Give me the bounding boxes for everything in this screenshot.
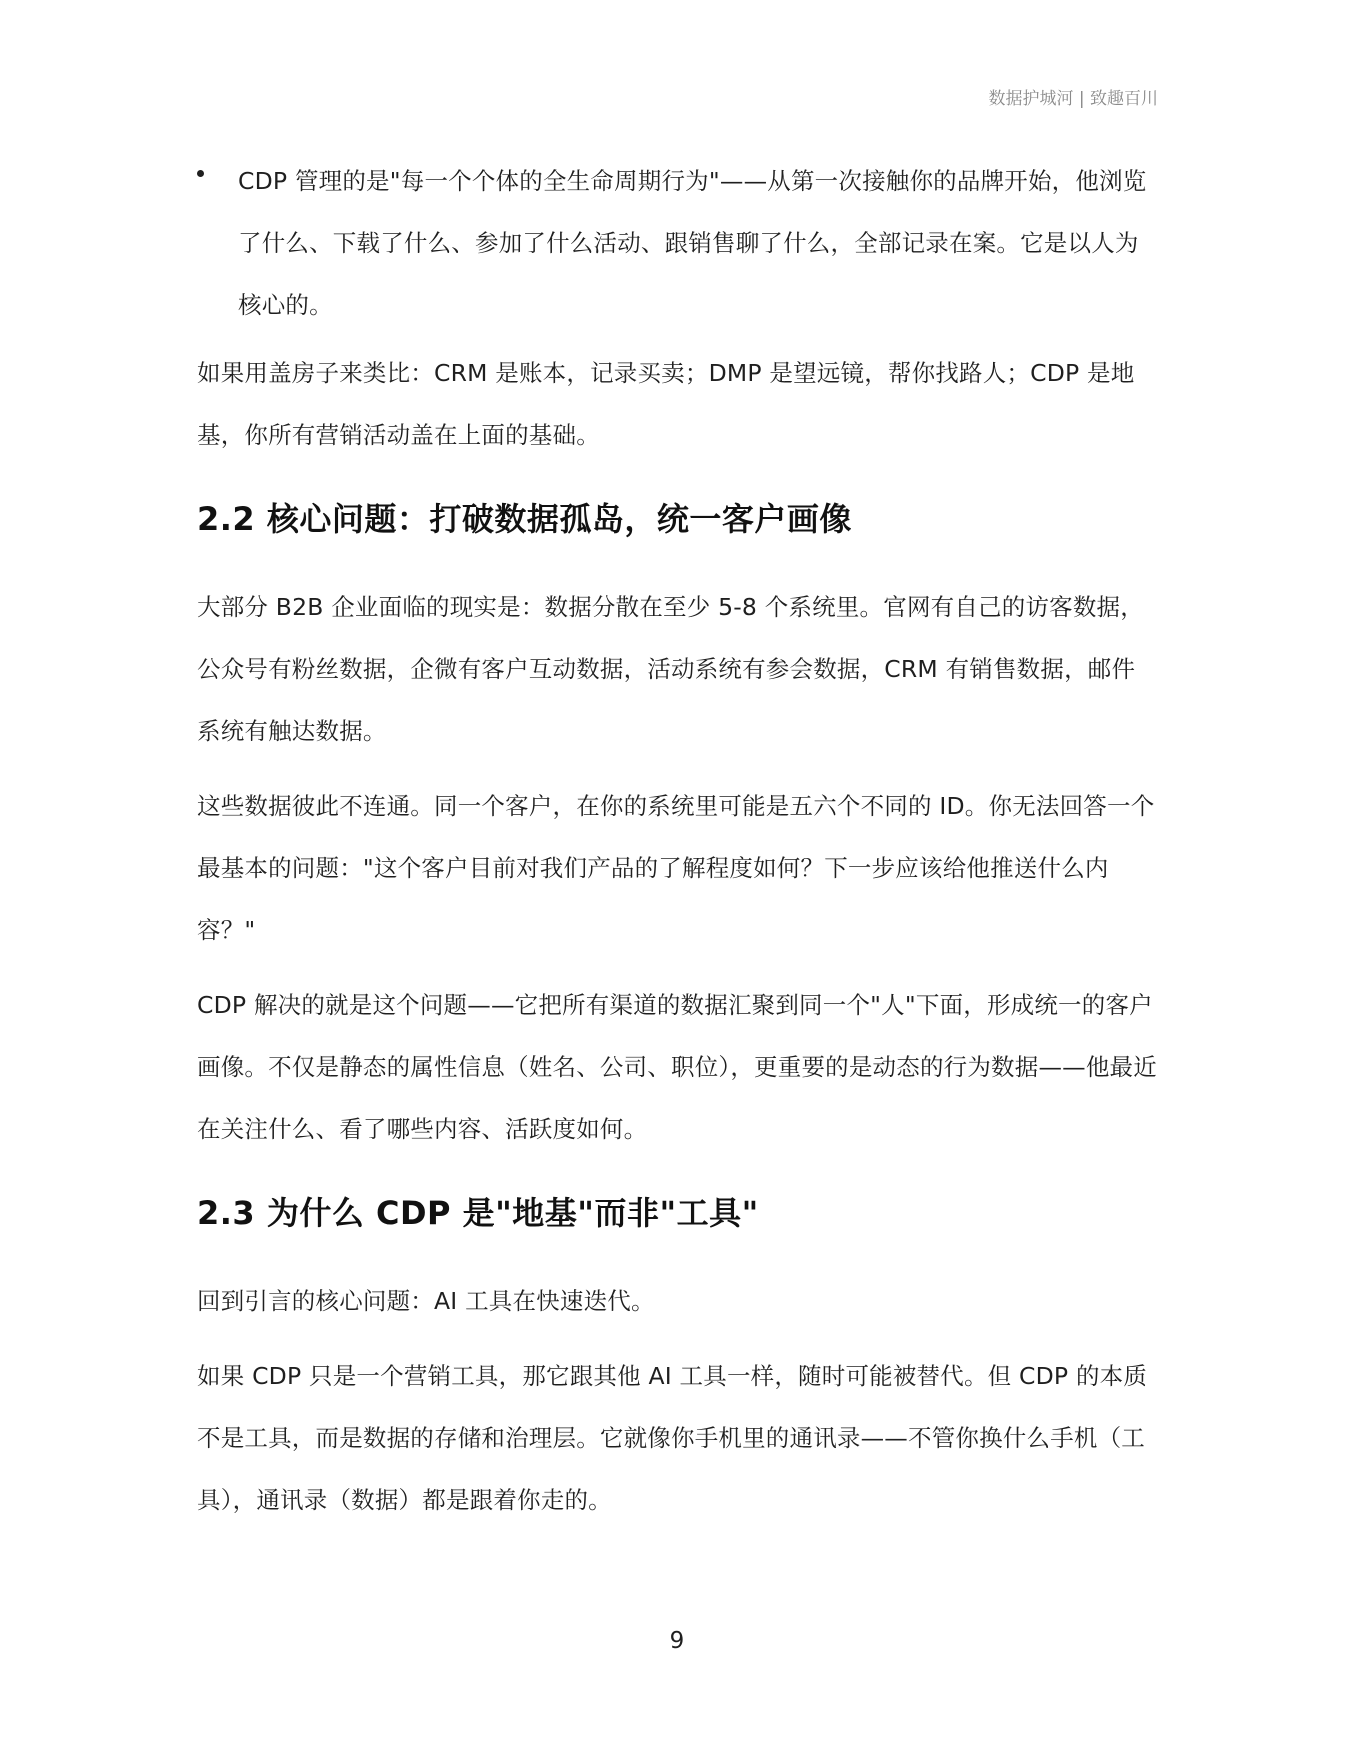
section-2-2-heading: 2.2 核心问题：打破数据孤岛，统一客户画像	[197, 500, 852, 538]
list-item	[197, 150, 1157, 336]
section-2-2-paragraph-1: 大部分 B2B 企业面临的现实是：数据分散在至少 5-8 个系统里。官网有自己的访客数据，公众号有粉丝数据，企微有客户互动数据，活动系统有参会数据，CRM 有销售数据，邮件系统有触达数据。	[197, 593, 1144, 745]
section-2-2-paragraph-3: CDP 解决的就是这个问题——它把所有渠道的数据汇聚到同一个"人"下面，形成统一的客户画像。不仅是静态的属性信息（姓名、公司、职位），更重要的是动态的行为数据——他最近在关注什么、看了哪些内容、活跃度如何。	[197, 991, 1157, 1143]
page-number: 9	[669, 1628, 685, 1654]
section-2-2-paragraph-2: 这些数据彼此不连通。同一个客户，在你的系统里可能是五六个不同的 ID。你无法回答一个最基本的问题："这个客户目前对我们产品的了解程度如何？下一步应该给他推送什么内容？"	[197, 792, 1155, 944]
section-2-3-paragraph-1: 回到引言的核心问题：AI 工具在快速迭代。	[197, 1287, 655, 1315]
bullet-dot-icon	[197, 170, 204, 177]
bullet-text: CDP 管理的是"每一个个体的全生命周期行为"——从第一次接触你的品牌开始，他浏览了什么、下载了什么、参加了什么活动、跟销售聊了什么，全部记录在案。它是以人为核心的。	[238, 167, 1147, 319]
section-2-3-paragraph-2: 如果 CDP 只是一个营销工具，那它跟其他 AI 工具一样，随时可能被替代。但 CDP 的本质不是工具，而是数据的存储和治理层。它就像你手机里的通讯录——不管你换什么手机（工具），通讯录（数据）都是跟着你走的。	[197, 1362, 1148, 1514]
bullet-list	[197, 150, 1157, 336]
section-2-3-heading: 2.3 为什么 CDP 是"地基"而非"工具"	[197, 1194, 759, 1232]
intro-paragraph: 如果用盖房子来类比：CRM 是账本，记录买卖；DMP 是望远镜，帮你找路人；CDP 是地基，你所有营销活动盖在上面的基础。	[197, 359, 1135, 449]
running-header: 数据护城河 | 致趣百川	[988, 89, 1158, 109]
page-content	[197, 150, 1157, 1544]
